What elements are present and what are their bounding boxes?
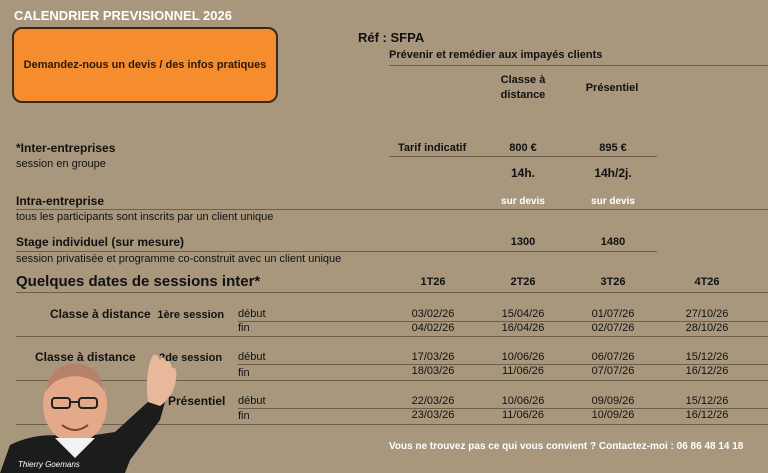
date-cell: 10/06/26	[501, 395, 545, 407]
individuel-label: Stage individuel (sur mesure)	[16, 235, 185, 249]
inter-desc: session en groupe	[16, 158, 106, 170]
session-label: Classe à distance 2de session	[35, 350, 223, 364]
session-label: Présentiel	[168, 394, 226, 408]
date-cell: 23/03/26	[411, 409, 455, 421]
date-cell: 15/12/26	[685, 351, 729, 363]
quarter-1: 1T26	[420, 276, 446, 288]
quarter-2: 2T26	[510, 276, 536, 288]
date-cell: 15/12/26	[685, 395, 729, 407]
end-label: fin	[238, 410, 250, 422]
date-cell: 27/10/26	[685, 308, 729, 320]
individuel-distance: 1300	[510, 236, 536, 248]
signature: Thierry Goemans	[18, 460, 80, 469]
inter-price-distance: 800 €	[509, 142, 537, 154]
inter-price-presentiel: 895 €	[599, 142, 627, 154]
date-cell: 09/09/26	[591, 395, 635, 407]
intra-presentiel: sur devis	[591, 196, 635, 207]
reference: Réf : SFPA	[358, 30, 425, 45]
individuel-desc: session privatisée et programme co-construit avec un client unique	[16, 253, 342, 265]
sessions-title: Quelques dates de sessions inter*	[16, 273, 261, 290]
date-cell: 17/03/26	[411, 351, 455, 363]
tarif-label: Tarif indicatif	[398, 142, 467, 154]
date-cell: 02/07/26	[591, 322, 635, 334]
inter-duration-distance: 14h.	[510, 166, 535, 180]
end-label: fin	[238, 322, 250, 334]
page-title: CALENDRIER PREVISIONNEL 2026	[14, 8, 232, 23]
intra-distance: sur devis	[501, 196, 545, 207]
start-label: début	[238, 395, 266, 407]
start-label: début	[238, 308, 266, 320]
quarter-4: 4T26	[694, 276, 720, 288]
date-cell: 10/06/26	[501, 351, 545, 363]
date-cell: 03/02/26	[411, 308, 455, 320]
date-cell: 04/02/26	[411, 322, 455, 334]
inter-label: *Inter-entreprises	[16, 141, 116, 155]
date-cell: 22/03/26	[411, 395, 455, 407]
presenter-photo	[0, 340, 200, 473]
session-label: Classe à distance 1ère session	[50, 307, 225, 321]
date-cell: 11/06/26	[501, 365, 544, 377]
date-cell: 18/03/26	[411, 365, 455, 377]
quarter-3: 3T26	[600, 276, 626, 288]
date-cell: 16/04/26	[501, 322, 545, 334]
col-distance-header: Classe à distance	[500, 74, 546, 101]
col-presentiel-header: Présentiel	[585, 82, 639, 94]
quote-request-button[interactable]: Demandez-nous un devis / des infos pratiques	[12, 27, 278, 103]
intra-label: Intra-entreprise	[16, 194, 105, 208]
course-title: Prévenir et remédier aux impayés clients	[389, 49, 603, 61]
inter-duration-presentiel: 14h/2j.	[594, 166, 632, 180]
date-cell: 07/07/26	[591, 365, 635, 377]
date-cell: 16/12/26	[685, 409, 729, 421]
start-label: début	[238, 351, 266, 363]
date-cell: 06/07/26	[591, 351, 635, 363]
individuel-presentiel: 1480	[600, 236, 626, 248]
date-cell: 16/12/26	[685, 365, 729, 377]
contact-line: Vous ne trouvez pas ce qui vous convient ? Contactez-moi : 06 86 48 14 18	[389, 441, 744, 452]
intra-desc: tous les participants sont inscrits par un client unique	[16, 211, 274, 223]
date-cell: 11/06/26	[501, 409, 544, 421]
end-label: fin	[238, 367, 250, 379]
date-cell: 15/04/26	[501, 308, 545, 320]
date-cell: 01/07/26	[591, 308, 635, 320]
date-cell: 10/09/26	[591, 409, 635, 421]
date-cell: 28/10/26	[685, 322, 729, 334]
